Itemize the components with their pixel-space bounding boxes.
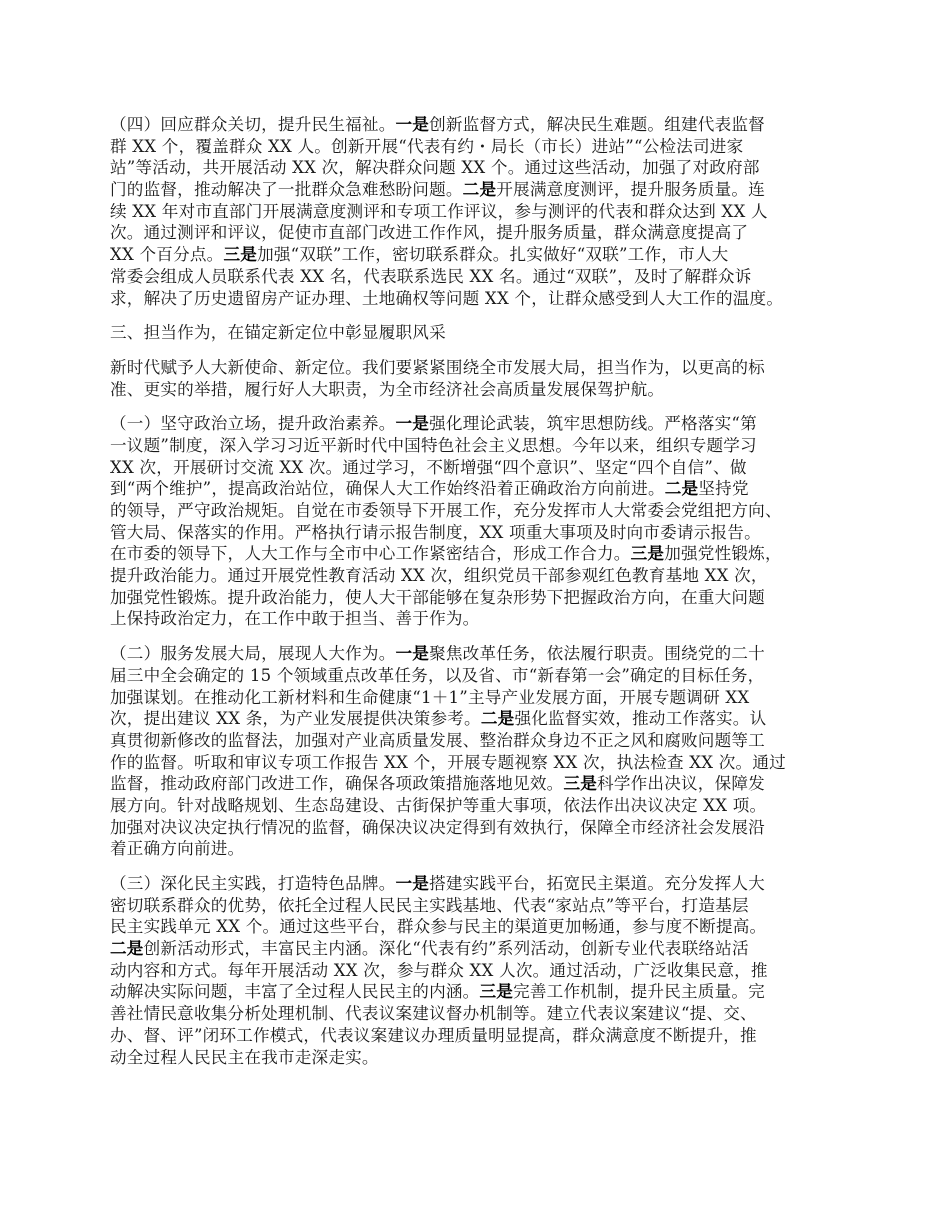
paragraph <box>110 114 850 309</box>
text-line <box>110 873 850 895</box>
bold-lead-phrase: 二是 <box>110 938 144 959</box>
text-segment: 常委会组成人员联系代表 XX 名，代表联系选民 XX 名。通过“双联”，及时了解群众诉 <box>110 266 752 286</box>
text-line <box>110 838 850 860</box>
document-body <box>110 114 850 1081</box>
paragraph <box>110 413 850 630</box>
section-heading <box>110 322 850 344</box>
text-segment: 着正确方向前进。 <box>110 839 245 859</box>
text-line <box>110 322 850 344</box>
text-line <box>110 795 850 817</box>
text-line <box>110 266 850 288</box>
text-segment: 创新监督方式，解决民生难题。组建代表监督 <box>429 115 765 134</box>
text-segment: 续 XX 年对市直部门开展满意度测评和专项工作评议，参与测评的代表和群众达到 XX 人 <box>110 201 768 221</box>
text-line <box>110 730 850 752</box>
text-line <box>110 179 850 201</box>
bold-lead-phrase: 三是 <box>223 244 258 265</box>
bold-lead-phrase: 三是 <box>630 543 665 564</box>
text-line <box>110 244 850 266</box>
text-segment: 群 XX 个，覆盖群众 XX 人。创新开展“代表有约・局长（市长）进站”“公检法司进家 <box>110 136 744 156</box>
text-line <box>110 916 850 938</box>
text-segment: 加强谋划。在推动化工新材料和生命健康“1＋1”主导产业发展方面，开展专题调研 XX <box>110 687 750 707</box>
text-segment: 展方向。针对战略规划、生态岛建设、古街保护等重大事项，依法作出决议决定 XX 项。 <box>110 795 767 815</box>
bold-lead-phrase: 二是 <box>462 179 497 200</box>
text-line <box>110 201 850 223</box>
bold-lead-phrase: 一是 <box>395 873 430 893</box>
text-segment: 真贯彻新修改的监督法，加强对产业高质量发展、整治群众身边不正之风和腐败问题等工 <box>110 730 765 750</box>
text-segment: 准、更实的举措，履行好人大职责，为全市经济社会高质量发展保驾护航。 <box>110 379 665 399</box>
text-segment: 三、担当作为，在锚定新定位中彰显履职风采 <box>110 323 446 343</box>
text-line <box>110 157 850 179</box>
text-segment: （三）深化民主实践，打造特色品牌。 <box>110 874 396 893</box>
text-segment: XX 个百分点。 <box>110 245 224 265</box>
text-segment: 创新活动形式，丰富民主内涵。深化“代表有约”系列活动，创新专业代表联络站活 <box>143 939 749 959</box>
text-segment: 强化监督实效，推动工作落实。认 <box>514 709 767 729</box>
text-line <box>110 413 850 435</box>
text-line <box>110 1003 850 1025</box>
bold-lead-phrase: 一是 <box>395 413 430 434</box>
bold-lead-phrase: 一是 <box>395 114 430 134</box>
bold-lead-phrase: 二是 <box>480 708 515 729</box>
text-segment: 一议题”制度，深入学习习近平新时代中国特色社会主义思想。今年以来，组织专题学习 <box>110 435 757 455</box>
text-line <box>110 500 850 522</box>
text-segment: （一）坚守政治立场，提升政治素养。 <box>110 414 396 434</box>
text-segment: 在市委的领导下，人大工作与全市中心工作紧密结合，形成工作合力。 <box>110 544 631 564</box>
text-segment: 管大局、保落实的作用。严格执行请示报告制度，XX 项重大事项及时向市委请示报告。 <box>110 522 761 542</box>
text-segment: 动内容和方式。每年开展活动 XX 次，参与群众 XX 人次。通过活动，广泛收集民意，推 <box>110 960 768 980</box>
text-segment: 加强党性锻炼， <box>664 544 782 564</box>
text-segment: 新时代赋予人大新使命、新定位。我们要紧紧围绕全市发展大局，担当作为，以更高的标 <box>110 357 765 377</box>
text-segment: 善社情民意收集分析处理机制、代表议案建议督办机制等。建立代表议案建议“提、交、 <box>110 1004 757 1024</box>
text-segment: 门的监督，推动解决了一批群众急难愁盼问题。 <box>110 180 463 200</box>
text-segment: 作的监督。听取和审议专项工作报告 XX 个，开展专题视察 XX 次，执法检查 XX 次。通过 <box>110 752 786 772</box>
text-segment: 完善工作机制，提升民主质量。完 <box>513 982 765 1002</box>
text-line <box>110 687 850 709</box>
text-segment: （四）回应群众关切，提升民生福祉。 <box>110 115 396 134</box>
text-line <box>110 1025 850 1047</box>
text-line <box>110 522 850 544</box>
text-segment: 加强“双联”工作，密切联系群众。扎实做好“双联”工作，市人大 <box>257 245 729 265</box>
text-line <box>110 643 850 665</box>
text-line <box>110 895 850 917</box>
text-line <box>110 136 850 158</box>
text-segment: 上保持政治定力，在工作中敢于担当、善于作为。 <box>110 609 480 629</box>
text-line <box>110 938 850 960</box>
text-segment: 次，提出建议 XX 条，为产业发展提供决策参考。 <box>110 709 481 729</box>
text-segment: 强化理论武装，筑牢思想防线。严格落实“第 <box>429 414 757 434</box>
text-line <box>110 379 850 401</box>
text-segment: 搭建实践平台，拓宽民主渠道。充分发挥人大 <box>429 874 765 893</box>
text-segment: 聚焦改革任务，依法履行职责。围绕党的二十 <box>429 644 765 664</box>
text-segment: 求，解决了历史遗留房产证办理、土地确权等问题 XX 个，让群众感受到人大工作的温度。 <box>110 288 784 308</box>
text-line <box>110 960 850 982</box>
text-segment: 动解决实际问题，丰富了全过程人民民主的内涵。 <box>110 982 480 1002</box>
text-segment: 监督，推动政府部门改进工作，确保各项政策措施落地见效。 <box>110 774 564 794</box>
text-segment: 开展满意度测评，提升服务质量。连 <box>496 180 765 200</box>
bold-lead-phrase: 二是 <box>664 478 699 499</box>
text-segment: 届三中全会确定的 15 个领域重点改革任务，以及省、市“新春第一会”确定的目标任务， <box>110 665 765 685</box>
text-segment: 站”等活动，共开展活动 XX 次，解决群众问题 XX 个。通过这些活动，加强了对政府部 <box>110 158 760 178</box>
text-line <box>110 222 850 244</box>
text-segment: 科学作出决议，保障发 <box>597 774 765 794</box>
text-segment: 到“两个维护”，提高政治站位，确保人大工作始终沿着正确政治方向前进。 <box>110 479 665 499</box>
text-line <box>110 357 850 379</box>
text-line <box>110 457 850 479</box>
text-segment: 提升政治能力。通过开展党性教育活动 XX 次，组织党员干部参观红色教育基地 XX 次， <box>110 566 768 586</box>
bold-lead-phrase: 三是 <box>479 981 514 1002</box>
text-segment: 加强党性锻炼。提升政治能力，使人大干部能够在复杂形势下把握政治方向，在重大问题 <box>110 587 765 607</box>
text-line <box>110 587 850 609</box>
text-segment: 动全过程人民民主在我市走深走实。 <box>110 1047 379 1067</box>
text-line <box>110 981 850 1003</box>
text-line <box>110 543 850 565</box>
text-line <box>110 565 850 587</box>
text-line <box>110 435 850 457</box>
bold-lead-phrase: 三是 <box>563 773 598 794</box>
text-segment: 密切联系群众的优势，依托全过程人民民主实践基地、代表“家站点”等平台，打造基层 <box>110 895 749 915</box>
text-line <box>110 817 850 839</box>
bold-lead-phrase: 一是 <box>395 643 430 664</box>
text-segment: 坚持党 <box>698 479 749 499</box>
text-line <box>110 478 850 500</box>
paragraph <box>110 643 850 860</box>
text-line <box>110 665 850 687</box>
text-segment: 民主实践单元 XX 个。通过这些平台，群众参与民主的渠道更加畅通，参与度不断提高。 <box>110 917 767 937</box>
text-segment: 次。通过测评和评议，促使市直部门改进工作作风，提升服务质量，群众满意度提高了 <box>110 223 749 243</box>
text-line <box>110 773 850 795</box>
text-segment: XX 次，开展研讨交流 XX 次。通过学习，不断增强“四个意识”、坚定“四个自信”、做 <box>110 457 747 477</box>
text-line <box>110 608 850 630</box>
text-segment: 的领导，严守政治规矩。自觉在市委领导下开展工作，充分发挥市人大常委会党组把方向、 <box>110 501 782 520</box>
text-line <box>110 1047 850 1069</box>
paragraph <box>110 873 850 1068</box>
text-line <box>110 752 850 774</box>
text-line <box>110 114 850 136</box>
paragraph <box>110 357 850 400</box>
text-line <box>110 708 850 730</box>
text-line <box>110 288 850 310</box>
text-segment: 加强对决议决定执行情况的监督，确保决议决定得到有效执行，保障全市经济社会发展沿 <box>110 817 765 837</box>
text-segment: 办、督、评”闭环工作模式，代表议案建议办理质量明显提高，群众满意度不断提升，推 <box>110 1025 757 1045</box>
text-segment: （二）服务发展大局，展现人大作为。 <box>110 644 396 664</box>
